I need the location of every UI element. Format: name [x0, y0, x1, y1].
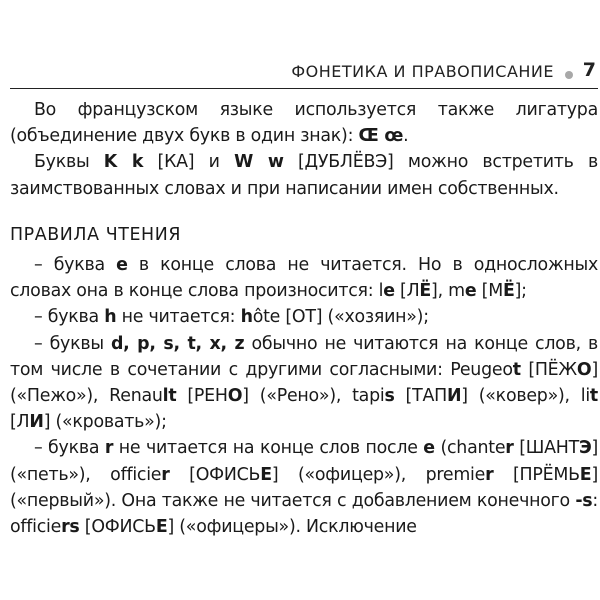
paragraph-ligature: Во французском языке используется также лигатура (объединение двух букв в один знак): Œ œ.	[10, 100, 598, 147]
rule-letter-r: – буква r не читается на конце слов после e (chanter [ШАНТЭ] («петь»), officier [ОФИСЬЕ] («офицер»), premier [ПРЁМЬЕ] («первый»). Она также не читается с добавлением конечного -s: officiers [ОФИСЬЕ] («офицеры»). Исключение	[10, 438, 599, 538]
page-body	[10, 97, 598, 540]
paragraph-k-w-letters: Буквы K k [КА] и W w [ДУБЛЁВЭ] можно встретить в заимствованных словах и при написании имен собственных.	[10, 152, 598, 199]
rule-final-consonants: – буквы d, p, s, t, x, z обычно не читаются на конце слов, в том числе в сочетании с другими согласными: Peugeot [ПЁЖО] («Пежо»), Renault [РЕНО] («Рено»), tapis [ТАПИ] («ковер»), lit [ЛИ] («кровать»);	[10, 333, 598, 433]
page-number: 7	[582, 59, 596, 81]
page-header	[10, 58, 598, 89]
section-title: ПРАВИЛА ЧТЕНИЯ	[10, 224, 182, 245]
header-title: ФОНЕТИКА И ПРАВОПИСАНИЕ	[291, 62, 554, 81]
rule-letter-h: – буква h не читается: hôte [ОТ] («хозяин»);	[34, 307, 429, 328]
rule-letter-e: – буква e в конце слова не читается. Но в односложных словах она в конце слова произносится: le [ЛЁ], me [МЁ];	[10, 255, 598, 302]
header-bullet-icon	[565, 71, 573, 79]
